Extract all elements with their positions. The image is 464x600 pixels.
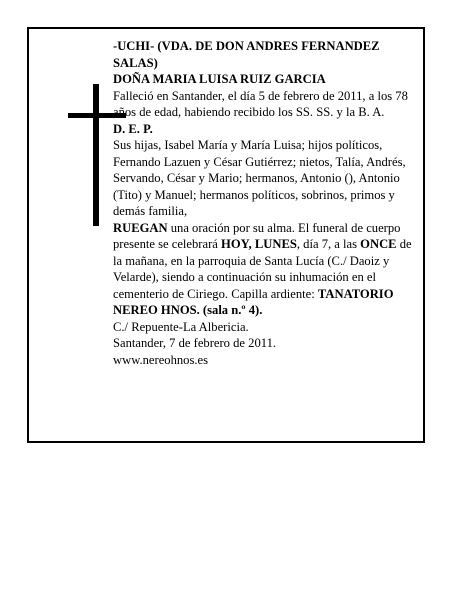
obituary-text [113,38,418,368]
tanatorio-name: TANATORIO NEREO HNOS. (sala n.º 4). [113,286,394,317]
death-notice: Falleció en Santander, el día 5 de febrero de 2011, a los 78 años de edad, habiendo recibido los SS. SS. y la B. A. [113,88,408,119]
family-paragraph: Sus hijas, Isabel María y María Luisa; hijos políticos, Fernando Lazuen y César Gutiérrez; nietos, Talía, Andrés, Servando, César y Mario; hermanos, Antonio (), Antonio (Tito) y Manuel; hermanos políticos, sobrinos, primos y demás familia, [113,138,406,218]
once-word: ONCE [360,237,397,251]
header-line: -UCHI- (VDA. DE DON ANDRES FERNANDEZ SALAS) [113,39,380,70]
address-line: C./ Repuente-La Albericia. [113,319,249,334]
funeral-text-part-3: de la mañana, en la parroquia de Santa Lucía (C./ Daoiz y Velarde), siendo a continuación su inhumación en el cementerio de Ciriego. Capilla ardiente: [113,237,412,301]
funeral-paragraph [113,220,418,319]
date-line: Santander, 7 de febrero de 2011. [113,336,277,350]
website-line: www.nereohnos.es [113,352,209,367]
ruegan-word: RUEGAN [113,220,168,235]
funeral-text-part-2: , día 7, a las [296,237,361,251]
funeral-text-part-1: una oración por su alma. El funeral de cuerpo presente se celebrará [113,220,401,251]
cross-vertical-bar [93,84,99,226]
hoy-lunes: HOY, LUNES [221,237,297,251]
rip-line: D. E. P. [113,121,153,136]
deceased-name: DOÑA MARIA LUISA RUIZ GARCIA [113,72,326,86]
